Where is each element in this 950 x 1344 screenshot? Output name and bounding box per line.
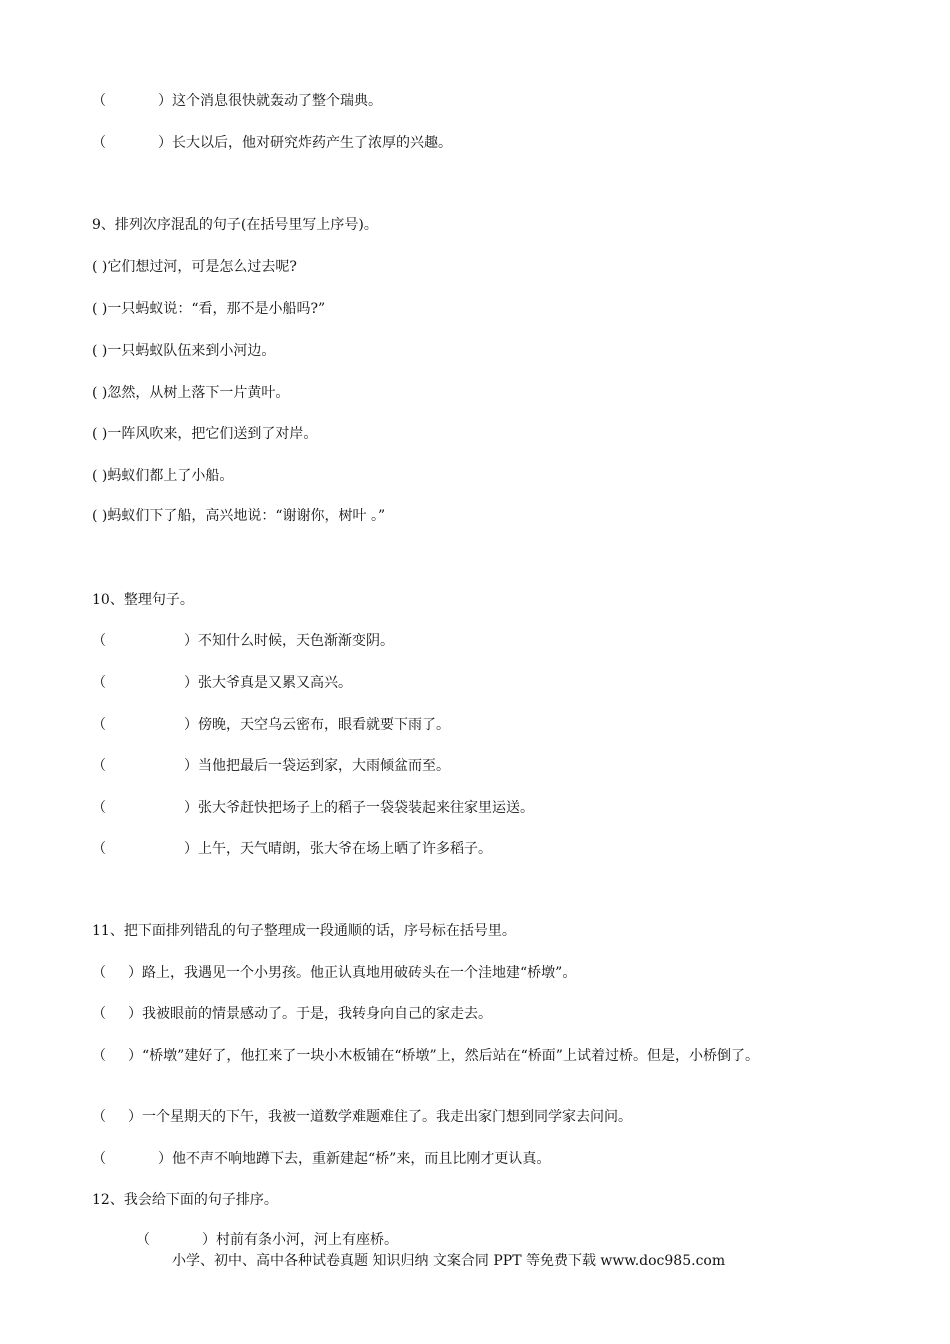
q9-item-6[interactable]: ( )蚂蚁们都上了小船。	[92, 468, 234, 484]
sentence-text: ）不知什么时候，天色渐渐变阴。	[184, 633, 394, 649]
sentence-text: ）长大以后，他对研究炸药产生了浓厚的兴趣。	[158, 135, 452, 151]
sentence-text: ）“桥墩”建好了，他扛来了一块小木板铺在“桥墩”上，然后站在“桥面”上试着过桥。但是，小桥倒了。	[128, 1048, 759, 1064]
q9-item-1[interactable]: ( )它们想过河，可是怎么过去呢?	[92, 259, 297, 275]
answer-blank[interactable]: （	[92, 717, 106, 733]
q9-item-5[interactable]: ( )一阵风吹来，把它们送到了对岸。	[92, 426, 318, 442]
answer-blank[interactable]: （	[92, 675, 106, 691]
q10-item-4	[92, 757, 450, 775]
answer-blank[interactable]: （	[92, 633, 106, 649]
q11-item-4	[92, 1108, 632, 1126]
answer-blank[interactable]: （	[92, 800, 106, 816]
answer-blank[interactable]: （	[92, 1048, 106, 1064]
answer-blank[interactable]: （	[92, 758, 106, 774]
question-12-title: 12、我会给下面的句子排序。	[92, 1192, 278, 1208]
sentence-text: ）张大爷赶快把场子上的稻子一袋袋装起来往家里运送。	[184, 800, 534, 816]
question-11-title: 11、把下面排列错乱的句子整理成一段通顺的话，序号标在括号里。	[92, 923, 516, 939]
q10-item-5	[92, 799, 534, 817]
sentence-text: ）村前有条小河，河上有座桥。	[202, 1232, 398, 1248]
page-footer: 小学、初中、高中各种试卷真题 知识归纳 文案合同 PPT 等免费下载 www.doc985.com	[172, 1253, 726, 1269]
answer-blank[interactable]: （	[92, 135, 106, 151]
sentence-text: ）傍晚，天空乌云密布，眼看就要下雨了。	[184, 717, 450, 733]
sentence-text: ）张大爷真是又累又高兴。	[184, 675, 352, 691]
answer-blank[interactable]: （	[92, 1006, 106, 1022]
answer-blank[interactable]: （	[136, 1232, 150, 1248]
question-9-title: 9、排列次序混乱的句子(在括号里写上序号)。	[92, 217, 378, 233]
q9-item-3[interactable]: ( )一只蚂蚁队伍来到小河边。	[92, 343, 276, 359]
q10-item-2	[92, 674, 352, 692]
top-item-2	[92, 134, 452, 152]
sentence-text: ）一个星期天的下午，我被一道数学难题难住了。我走出家门想到同学家去问问。	[128, 1109, 632, 1125]
answer-blank[interactable]: （	[92, 93, 106, 109]
sentence-text: ）我被眼前的情景感动了。于是，我转身向自己的家走去。	[128, 1006, 492, 1022]
q11-item-2	[92, 1005, 492, 1023]
answer-blank[interactable]: （	[92, 1109, 106, 1125]
answer-blank[interactable]: （	[92, 841, 106, 857]
q11-item-1	[92, 964, 576, 982]
q9-item-4[interactable]: ( )忽然，从树上落下一片黄叶。	[92, 385, 290, 401]
sentence-text: ）当他把最后一袋运到家，大雨倾盆而至。	[184, 758, 450, 774]
sentence-text: ）他不声不响地蹲下去，重新建起“桥”来，而且比刚才更认真。	[158, 1151, 551, 1167]
answer-blank[interactable]: （	[92, 965, 106, 981]
sentence-text: ）上午，天气晴朗，张大爷在场上晒了许多稻子。	[184, 841, 492, 857]
question-10-title: 10、整理句子。	[92, 592, 194, 608]
top-item-1	[92, 92, 382, 110]
q10-item-3	[92, 716, 450, 734]
q10-item-6	[92, 840, 492, 858]
q11-item-3	[92, 1047, 862, 1065]
q10-item-1	[92, 632, 394, 650]
q9-item-7[interactable]: ( )蚂蚁们下了船，高兴地说：“谢谢你，树叶 。”	[92, 508, 386, 524]
q9-item-2[interactable]: ( )一只蚂蚁说：“看，那不是小船吗?”	[92, 301, 326, 317]
q12-item-1	[136, 1231, 398, 1249]
sentence-text: ）路上，我遇见一个小男孩。他正认真地用破砖头在一个洼地建“桥墩”。	[128, 965, 577, 981]
q11-item-5	[92, 1150, 550, 1168]
answer-blank[interactable]: （	[92, 1151, 106, 1167]
sentence-text: ）这个消息很快就轰动了整个瑞典。	[158, 93, 382, 109]
